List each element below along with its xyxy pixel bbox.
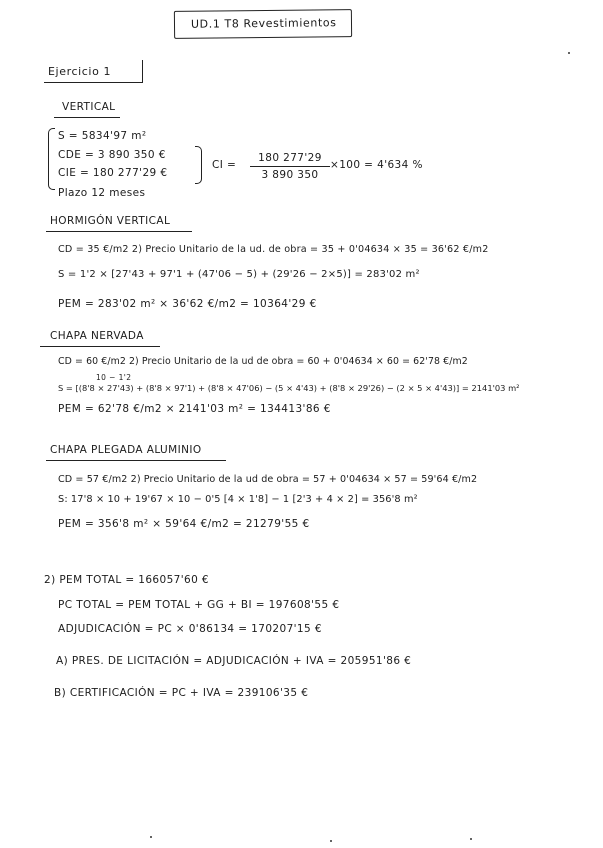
section-heading-vertical: VERTICAL xyxy=(62,101,116,113)
chapa-pem: PEM = 62'78 €/m2 × 2141'03 m² = 134413'86 € xyxy=(58,403,331,415)
hormigon-pem: PEM = 283'02 m² × 36'62 €/m2 = 10364'29 € xyxy=(58,298,317,310)
chapa-cd: CD = 60 €/m2 2) Precio Unitario de la ud de obra = 60 + 0'04634 × 60 = 62'78 €/m2 xyxy=(58,356,468,367)
section-heading-aluminio: CHAPA PLEGADA ALUMINIO xyxy=(50,444,202,456)
chapa-surface: S = [(8'8 × 27'43) + (8'8 × 97'1) + (8'8 × 47'06) − (5 × 4'43) + (8'8 × 29'26) − (2 × 5 × 4'43)] = 2141'03 m² xyxy=(58,383,520,393)
ci-result: ×100 = 4'634 % xyxy=(330,159,423,171)
section-heading-chapa: CHAPA NERVADA xyxy=(50,330,144,342)
heading-underline xyxy=(40,346,160,347)
chapa-annotation: 10 − 1'2 xyxy=(96,373,132,382)
title-box xyxy=(174,9,352,39)
margin-mark xyxy=(150,836,152,838)
ci-denominator: 3 890 350 xyxy=(261,169,319,181)
presupuesto-licitacion: A) PRES. DE LICITACIÓN = ADJUDICACIÓN + IVA = 205951'86 € xyxy=(56,655,412,667)
right-brace xyxy=(195,146,202,184)
aluminio-surface: S: 17'8 × 10 + 19'67 × 10 − 0'5 [4 × 1'8] − 1 [2'3 + 4 × 2] = 356'8 m² xyxy=(58,494,418,505)
margin-mark xyxy=(470,838,472,840)
hormigon-cd: CD = 35 €/m2 2) Precio Unitario de la ud. de obra = 35 + 0'04634 × 35 = 36'62 €/m2 xyxy=(58,244,489,255)
certificacion: B) CERTIFICACIÓN = PC + IVA = 239106'35 € xyxy=(54,687,309,699)
hormigon-surface: S = 1'2 × [27'43 + 97'1 + (47'06 − 5) + (29'26 − 2×5)] = 283'02 m² xyxy=(58,269,420,280)
vertical-cie: CIE = 180 277'29 € xyxy=(58,167,168,179)
margin-mark xyxy=(330,840,332,842)
fraction-bar xyxy=(250,166,330,167)
heading-underline xyxy=(46,460,226,461)
aluminio-pem: PEM = 356'8 m² × 59'64 €/m2 = 21279'55 € xyxy=(58,518,310,530)
pem-total: 2) PEM TOTAL = 166057'60 € xyxy=(44,574,210,586)
pc-total: PC TOTAL = PEM TOTAL + GG + BI = 197608'55 € xyxy=(58,599,340,611)
ci-numerator: 180 277'29 xyxy=(258,152,322,164)
aluminio-cd: CD = 57 €/m2 2) Precio Unitario de la ud de obra = 57 + 0'04634 × 57 = 59'64 €/m2 xyxy=(58,474,478,485)
page-title: UD.1 T8 Revestimientos xyxy=(190,16,337,31)
ci-fraction xyxy=(250,152,330,181)
heading-underline xyxy=(54,117,120,118)
ci-label: CI = xyxy=(212,159,237,171)
vertical-surface: S = 5834'97 m² xyxy=(58,130,147,142)
exercise-box xyxy=(44,60,143,83)
vertical-cde: CDE = 3 890 350 € xyxy=(58,149,166,161)
adjudicacion: ADJUDICACIÓN = PC × 0'86134 = 170207'15 € xyxy=(58,623,322,635)
margin-mark xyxy=(568,52,570,54)
heading-underline xyxy=(46,231,192,232)
left-brace xyxy=(48,128,55,190)
vertical-plazo: Plazo 12 meses xyxy=(58,187,146,199)
section-heading-hormigon: HORMIGÓN VERTICAL xyxy=(50,215,171,227)
exercise-label: Ejercicio 1 xyxy=(48,65,112,78)
